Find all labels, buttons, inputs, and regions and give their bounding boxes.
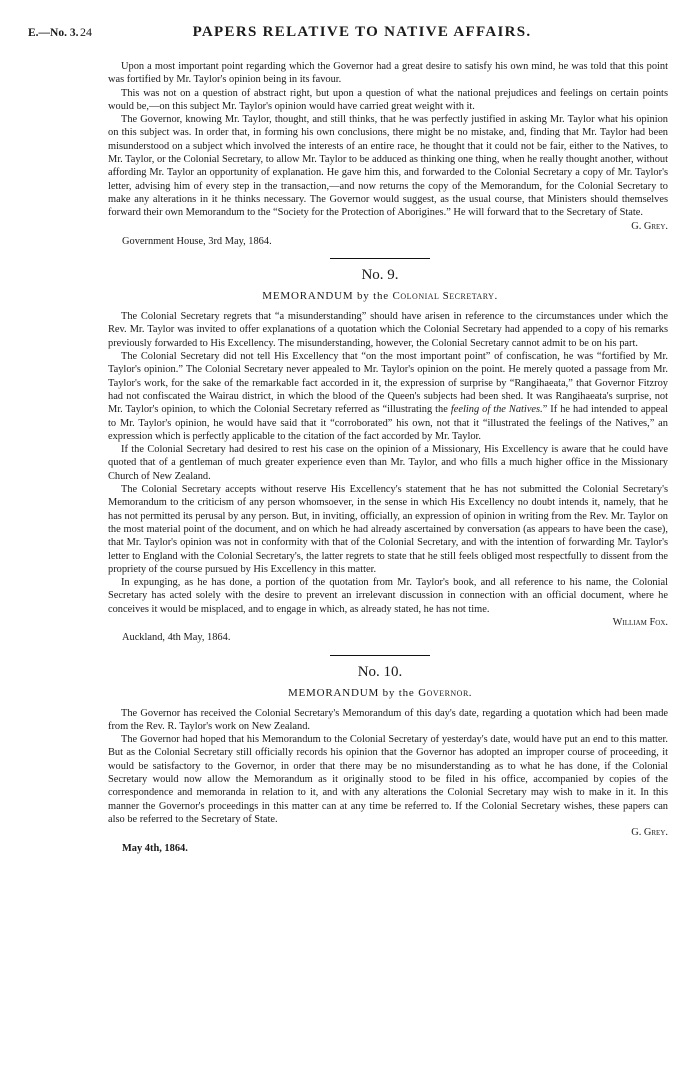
memorandum-heading xyxy=(58,687,700,699)
paragraph xyxy=(108,350,668,443)
paragraph: The Colonial Secretary accepts without reserve His Excellency's statement that he has not submitted the Colonial Secretary's Memorandum to the criticism of any person whomsoever, in the sense in which His Excellency no doubt intends it, namely, that he has not permitted its perusal by any person. But, in inviting, officially, an expression of opinion in writing from the Rev. Mr. Taylor on the most material point of the document, and on which he had already ascertained by conversation (as appears to have been the case), that Mr. Taylor's opinion was not in conformity with that of the Colonial Secretary, and with the intention of forwarding Mr. Taylor's letter to England with the Colonial Secretary's, the latter regrets to state that he still feels obliged most respectfully to dissent from the propriety of the course pursued by His Excellency in this matter. xyxy=(108,484,668,575)
section-divider xyxy=(330,258,430,259)
dateline: Government House, 3rd May, 1864. xyxy=(122,235,272,247)
signature: G. Grey. xyxy=(631,220,668,232)
memorandum-author: Governor. xyxy=(418,686,473,699)
italic-phrase: feeling of the Natives. xyxy=(450,404,543,416)
dateline: Auckland, 4th May, 1864. xyxy=(122,632,231,644)
page-header xyxy=(28,24,672,54)
paragraph: The Colonial Secretary regrets that “a misunderstanding” should have arisen in reference to the circumstances under which the Rev. Mr. Taylor was invited to offer explanations of a quotation which the Colonial Secretary had appended to a copy of his remarks previously forwarded to His Excellency. The misunderstanding, however, the Colonial Secretary cannot admit to be on his part. xyxy=(108,311,668,349)
memorandum-by: by the xyxy=(382,686,415,699)
dateline: May 4th, 1864. xyxy=(122,842,188,854)
section-divider xyxy=(330,655,430,656)
signature: William Fox. xyxy=(612,616,668,628)
paragraph: In expunging, as he has done, a portion of the quotation from Mr. Taylor's book, and all reference to his name, the Colonial Secretary has acted solely with the desire to prevent an irrelevant discussion in connection with an official document, where he conceives it would be misplaced, and to engage in which, as already stated, he has not time. xyxy=(108,577,668,615)
continued-memorandum xyxy=(108,60,668,248)
memorandum-body xyxy=(108,310,668,644)
paragraph: The Governor has received the Colonial Secretary's Memorandum of this day's date, regarding a quotation which had been made from the Rev. R. Taylor's work on New Zealand. xyxy=(108,707,668,732)
paragraph: If the Colonial Secretary had desired to rest his case on the opinion of a Missionary, His Excellency is aware that he could have quoted that of a gentleman of much greater experience even than Mr. Taylor, and who fills a much higher office in the Missionary Church of New Zealand. xyxy=(108,444,668,482)
paragraph: The Governor, knowing Mr. Taylor, thought, and still thinks, that he was perfectly justified in asking Mr. Taylor what his opinion on this subject was. In order that, in forming his own conclusions, there might be no mistake, and, finding that Mr. Taylor had been misunderstood on a subject which involved the interests of an entire race, he thought that it could not be fair, either to the Natives, to Mr. Taylor, or the Colonial Secretary, to allow Mr. Taylor to be adduced as thinking one thing, when he really thought another, without affording Mr. Taylor an opportunity of explanation. He gave him this, and forwarded to the Colonial Secretary a copy of Mr. Taylor's letter, advising him of every step in the transaction,—and now returns the copy of the Memorandum, for the Colonial Secretary to make any alterations in it he thinks necessary. The Governor would suggest, as the usual course, that Ministers should themselves forward their own Memorandum to the “Society for the Protection of Aborigines.” He will forward that to the Secretary of State. xyxy=(108,114,668,219)
page-number: 24 xyxy=(80,25,92,39)
paragraph: This was not on a question of abstract right, but upon a question of what the national prejudices and feelings on certain points would be,—on this subject Mr. Taylor's opinion would have carried great weight with it. xyxy=(108,87,668,112)
memorandum-body xyxy=(108,707,668,855)
memorandum-word: MEMORANDUM xyxy=(262,290,354,303)
paragraph: The Governor had hoped that his Memorandum to the Colonial Secretary of yesterday's date, would have put an end to this matter. But as the Colonial Secretary still officially records his opinion that the Governor has adopted an improper course of proceeding, it would be satisfactory to the Governor, in order that there may be no misunderstanding as to what he has done, if the Colonial Secretary would now allow the Memorandum as it originally stood to be filed in his office, accompanied by copies of the correspondence and memoranda in relation to it, and with any alterations the Colonial Secretary may wish to make in it. In this manner the Governor's proceedings in this matter can at any time be referred to. If the Colonial Secretary wishes, these papers can also be referred to the Secretary of State. xyxy=(108,734,668,825)
memorandum-heading xyxy=(58,290,700,302)
memorandum-by: by the xyxy=(356,290,389,303)
running-title: PAPERS RELATIVE TO NATIVE AFFAIRS. xyxy=(192,24,532,40)
document-number: No. 9. xyxy=(361,267,399,284)
paragraph-text: ” If he had intended to appeal to Mr. Taylor's opinion, he would have said that it “corroborated” his own, not that it “illustrated the feelings of the Natives,” an expression which is perfectly applicable to the citation of the fact accorded by Mr. Taylor. xyxy=(108,404,669,442)
paragraph: Upon a most important point regarding which the Governor had a great desire to satisfy his own mind, he was told that this point was fortified by Mr. Taylor's opinion being in its favour. xyxy=(108,61,668,86)
signature: G. Grey. xyxy=(631,827,668,839)
memorandum-word: MEMORANDUM xyxy=(287,686,380,699)
paragraph-text: The Colonial Secretary did not tell His Excellency that “on the most important point” of confiscation, he was “fortified by Mr. Taylor's opinion.” The Colonial Secretary never appealed to Mr. Taylor's opinion on the point. He merely quoted a passage from Mr. Taylor's work, for the sake of the remarkable fact accorded in it, the expression of surprise by “Rangihaeata,” that Governor Fitzroy had not confiscated the Wairau district, in which the blood of the Queen's subjects had been shed. It was Rangihaeata's surprise, not Mr. Taylor's opinion, to which the Colonial Secretary referred as “illustrating the xyxy=(108,351,668,416)
document-reference: E.—No. 3. xyxy=(28,27,79,39)
document-number: No. 10. xyxy=(357,663,403,680)
memorandum-author: Colonial Secretary. xyxy=(392,290,498,303)
